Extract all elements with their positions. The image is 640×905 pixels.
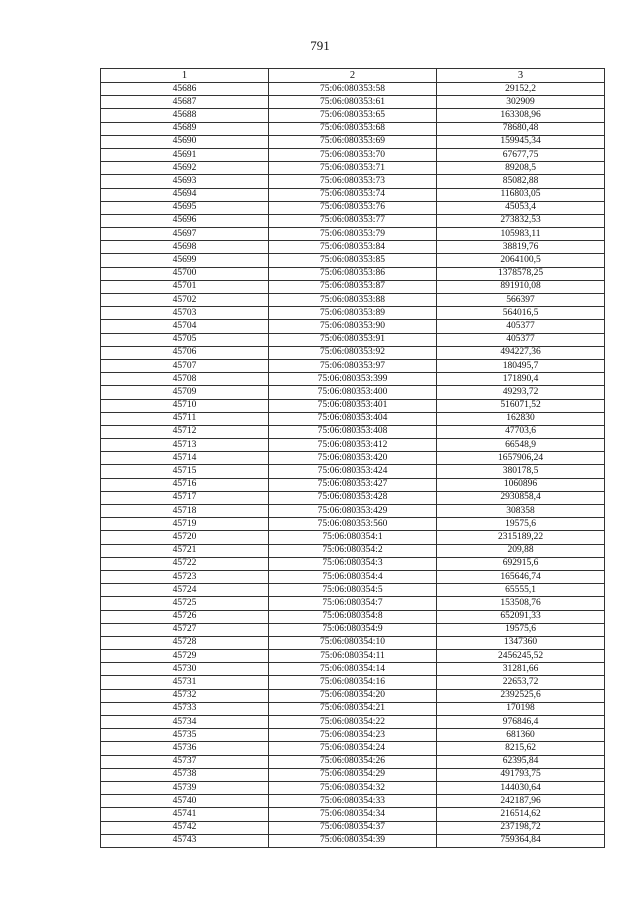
cadastral-number-cell: 75:06:080353:65 <box>269 109 437 122</box>
row-number-cell: 45698 <box>101 241 269 254</box>
value-cell: 38819,76 <box>437 241 605 254</box>
table-row <box>101 412 605 425</box>
value-cell: 66548,9 <box>437 439 605 452</box>
value-cell: 144030,64 <box>437 781 605 794</box>
cadastral-number-cell: 75:06:080353:399 <box>269 373 437 386</box>
table-row <box>101 188 605 201</box>
value-cell: 405377 <box>437 320 605 333</box>
table-row <box>101 307 605 320</box>
value-cell: 302909 <box>437 96 605 109</box>
row-number-cell: 45722 <box>101 557 269 570</box>
row-number-cell: 45725 <box>101 597 269 610</box>
row-number-cell: 45687 <box>101 96 269 109</box>
cadastral-number-cell: 75:06:080354:29 <box>269 768 437 781</box>
row-number-cell: 45729 <box>101 650 269 663</box>
row-number-cell: 45705 <box>101 333 269 346</box>
cadastral-number-cell: 75:06:080353:91 <box>269 333 437 346</box>
value-cell: 2315189,22 <box>437 531 605 544</box>
value-cell: 31281,66 <box>437 663 605 676</box>
row-number-cell: 45719 <box>101 518 269 531</box>
value-cell: 2064100,5 <box>437 254 605 267</box>
value-cell: 237198,72 <box>437 821 605 834</box>
table-row <box>101 346 605 359</box>
row-number-cell: 45715 <box>101 465 269 478</box>
cadastral-number-cell: 75:06:080354:9 <box>269 623 437 636</box>
value-cell: 494227,36 <box>437 346 605 359</box>
row-number-cell: 45737 <box>101 755 269 768</box>
table-row <box>101 148 605 161</box>
table-row <box>101 254 605 267</box>
table-row <box>101 491 605 504</box>
table-row <box>101 267 605 280</box>
value-cell: 65555,1 <box>437 584 605 597</box>
table-row <box>101 359 605 372</box>
page-number: 791 <box>310 38 330 53</box>
cadastral-number-cell: 75:06:080353:408 <box>269 425 437 438</box>
cadastral-number-cell: 75:06:080354:14 <box>269 663 437 676</box>
cadastral-number-cell: 75:06:080354:23 <box>269 729 437 742</box>
cadastral-number-cell: 75:06:080353:73 <box>269 175 437 188</box>
value-cell: 180495,7 <box>437 359 605 372</box>
table-row <box>101 505 605 518</box>
row-number-cell: 45703 <box>101 307 269 320</box>
table-row <box>101 755 605 768</box>
cadastral-number-cell: 75:06:080354:37 <box>269 821 437 834</box>
value-cell: 273832,53 <box>437 214 605 227</box>
cadastral-number-cell: 75:06:080353:428 <box>269 491 437 504</box>
cadastral-number-cell: 75:06:080353:71 <box>269 162 437 175</box>
value-cell: 491793,75 <box>437 768 605 781</box>
row-number-cell: 45721 <box>101 544 269 557</box>
cadastral-number-cell: 75:06:080354:20 <box>269 689 437 702</box>
cadastral-number-cell: 75:06:080353:85 <box>269 254 437 267</box>
cadastral-number-cell: 75:06:080353:89 <box>269 307 437 320</box>
cadastral-number-cell: 75:06:080354:11 <box>269 650 437 663</box>
cadastral-number-cell: 75:06:080354:34 <box>269 808 437 821</box>
value-cell: 67677,75 <box>437 148 605 161</box>
row-number-cell: 45742 <box>101 821 269 834</box>
table-row <box>101 241 605 254</box>
value-cell: 1657906,24 <box>437 452 605 465</box>
table-row <box>101 716 605 729</box>
column-header: 1 <box>101 69 269 83</box>
row-number-cell: 45717 <box>101 491 269 504</box>
table-row <box>101 465 605 478</box>
table-row <box>101 821 605 834</box>
table-row <box>101 834 605 847</box>
cadastral-number-cell: 75:06:080353:412 <box>269 439 437 452</box>
value-cell: 170198 <box>437 702 605 715</box>
row-number-cell: 45693 <box>101 175 269 188</box>
cadastral-number-cell: 75:06:080353:424 <box>269 465 437 478</box>
value-cell: 1060896 <box>437 478 605 491</box>
value-cell: 209,88 <box>437 544 605 557</box>
cadastral-number-cell: 75:06:080353:92 <box>269 346 437 359</box>
cadastral-number-cell: 75:06:080353:427 <box>269 478 437 491</box>
value-cell: 29152,2 <box>437 83 605 96</box>
table-row <box>101 742 605 755</box>
cadastral-number-cell: 75:06:080353:87 <box>269 280 437 293</box>
row-number-cell: 45688 <box>101 109 269 122</box>
cadastral-number-cell: 75:06:080353:74 <box>269 188 437 201</box>
cadastral-number-cell: 75:06:080354:10 <box>269 636 437 649</box>
value-cell: 45053,4 <box>437 201 605 214</box>
column-header: 2 <box>269 69 437 83</box>
row-number-cell: 45716 <box>101 478 269 491</box>
table-row <box>101 373 605 386</box>
row-number-cell: 45739 <box>101 781 269 794</box>
row-number-cell: 45694 <box>101 188 269 201</box>
row-number-cell: 45713 <box>101 439 269 452</box>
cadastral-number-cell: 75:06:080353:69 <box>269 135 437 148</box>
column-header: 3 <box>437 69 605 83</box>
value-cell: 19575,6 <box>437 623 605 636</box>
table-row <box>101 531 605 544</box>
cadastral-number-cell: 75:06:080353:84 <box>269 241 437 254</box>
cadastral-number-cell: 75:06:080353:76 <box>269 201 437 214</box>
cadastral-number-cell: 75:06:080353:404 <box>269 412 437 425</box>
table-row <box>101 214 605 227</box>
table-row <box>101 781 605 794</box>
table-row <box>101 280 605 293</box>
row-number-cell: 45706 <box>101 346 269 359</box>
value-cell: 216514,62 <box>437 808 605 821</box>
table-row <box>101 135 605 148</box>
value-cell: 47703,6 <box>437 425 605 438</box>
row-number-cell: 45738 <box>101 768 269 781</box>
cadastral-number-cell: 75:06:080353:560 <box>269 518 437 531</box>
table-row <box>101 96 605 109</box>
row-number-cell: 45731 <box>101 676 269 689</box>
table-row <box>101 544 605 557</box>
value-cell: 380178,5 <box>437 465 605 478</box>
row-number-cell: 45689 <box>101 122 269 135</box>
table-row <box>101 228 605 241</box>
table-row <box>101 333 605 346</box>
table-row <box>101 584 605 597</box>
value-cell: 62395,84 <box>437 755 605 768</box>
value-cell: 19575,6 <box>437 518 605 531</box>
cadastral-number-cell: 75:06:080353:58 <box>269 83 437 96</box>
cadastral-number-cell: 75:06:080354:2 <box>269 544 437 557</box>
table-row <box>101 702 605 715</box>
cadastral-number-cell: 75:06:080353:400 <box>269 386 437 399</box>
cadastral-number-cell: 75:06:080354:22 <box>269 716 437 729</box>
cadastral-number-cell: 75:06:080353:79 <box>269 228 437 241</box>
row-number-cell: 45695 <box>101 201 269 214</box>
value-cell: 105983,11 <box>437 228 605 241</box>
value-cell: 681360 <box>437 729 605 742</box>
table-row <box>101 768 605 781</box>
table-row <box>101 570 605 583</box>
table-row <box>101 320 605 333</box>
value-cell: 566397 <box>437 294 605 307</box>
row-number-cell: 45735 <box>101 729 269 742</box>
cadastral-number-cell: 75:06:080353:68 <box>269 122 437 135</box>
table-row <box>101 201 605 214</box>
row-number-cell: 45691 <box>101 148 269 161</box>
table-body <box>101 83 605 848</box>
value-cell: 89208,5 <box>437 162 605 175</box>
table-header-row <box>101 69 605 83</box>
value-cell: 2930858,4 <box>437 491 605 504</box>
value-cell: 564016,5 <box>437 307 605 320</box>
value-cell: 1378578,25 <box>437 267 605 280</box>
cadastral-number-cell: 75:06:080353:61 <box>269 96 437 109</box>
table-row <box>101 623 605 636</box>
cadastral-number-cell: 75:06:080353:401 <box>269 399 437 412</box>
value-cell: 2456245,52 <box>437 650 605 663</box>
cadastral-value-table <box>100 68 605 848</box>
value-cell: 49293,72 <box>437 386 605 399</box>
table-row <box>101 676 605 689</box>
table-row <box>101 610 605 623</box>
table-row <box>101 386 605 399</box>
row-number-cell: 45723 <box>101 570 269 583</box>
value-cell: 759364,84 <box>437 834 605 847</box>
row-number-cell: 45701 <box>101 280 269 293</box>
row-number-cell: 45727 <box>101 623 269 636</box>
cadastral-number-cell: 75:06:080354:32 <box>269 781 437 794</box>
row-number-cell: 45702 <box>101 294 269 307</box>
row-number-cell: 45724 <box>101 584 269 597</box>
cadastral-number-cell: 75:06:080353:429 <box>269 505 437 518</box>
table-row <box>101 518 605 531</box>
cadastral-number-cell: 75:06:080354:21 <box>269 702 437 715</box>
row-number-cell: 45704 <box>101 320 269 333</box>
row-number-cell: 45712 <box>101 425 269 438</box>
table-row <box>101 795 605 808</box>
cadastral-number-cell: 75:06:080353:90 <box>269 320 437 333</box>
table-row <box>101 729 605 742</box>
value-cell: 308358 <box>437 505 605 518</box>
row-number-cell: 45711 <box>101 412 269 425</box>
cadastral-number-cell: 75:06:080354:24 <box>269 742 437 755</box>
row-number-cell: 45708 <box>101 373 269 386</box>
cadastral-number-cell: 75:06:080353:70 <box>269 148 437 161</box>
row-number-cell: 45710 <box>101 399 269 412</box>
cadastral-number-cell: 75:06:080353:97 <box>269 359 437 372</box>
row-number-cell: 45734 <box>101 716 269 729</box>
value-cell: 1347360 <box>437 636 605 649</box>
row-number-cell: 45697 <box>101 228 269 241</box>
row-number-cell: 45709 <box>101 386 269 399</box>
value-cell: 8215,62 <box>437 742 605 755</box>
value-cell: 116803,05 <box>437 188 605 201</box>
table-row <box>101 478 605 491</box>
value-cell: 163308,96 <box>437 109 605 122</box>
row-number-cell: 45720 <box>101 531 269 544</box>
cadastral-number-cell: 75:06:080354:1 <box>269 531 437 544</box>
row-number-cell: 45686 <box>101 83 269 96</box>
cadastral-number-cell: 75:06:080354:3 <box>269 557 437 570</box>
value-cell: 405377 <box>437 333 605 346</box>
value-cell: 85082,88 <box>437 175 605 188</box>
table-row <box>101 83 605 96</box>
row-number-cell: 45728 <box>101 636 269 649</box>
cadastral-number-cell: 75:06:080354:33 <box>269 795 437 808</box>
value-cell: 516071,52 <box>437 399 605 412</box>
table-row <box>101 663 605 676</box>
row-number-cell: 45726 <box>101 610 269 623</box>
table-row <box>101 425 605 438</box>
value-cell: 153508,76 <box>437 597 605 610</box>
cadastral-number-cell: 75:06:080354:8 <box>269 610 437 623</box>
table-row <box>101 162 605 175</box>
row-number-cell: 45736 <box>101 742 269 755</box>
table-row <box>101 399 605 412</box>
value-cell: 162830 <box>437 412 605 425</box>
cadastral-number-cell: 75:06:080353:77 <box>269 214 437 227</box>
cadastral-number-cell: 75:06:080354:4 <box>269 570 437 583</box>
cadastral-number-cell: 75:06:080354:7 <box>269 597 437 610</box>
row-number-cell: 45714 <box>101 452 269 465</box>
table-row <box>101 452 605 465</box>
value-cell: 78680,48 <box>437 122 605 135</box>
value-cell: 159945,34 <box>437 135 605 148</box>
row-number-cell: 45690 <box>101 135 269 148</box>
cadastral-number-cell: 75:06:080353:86 <box>269 267 437 280</box>
table-row <box>101 294 605 307</box>
table-row <box>101 122 605 135</box>
table-row <box>101 689 605 702</box>
row-number-cell: 45692 <box>101 162 269 175</box>
value-cell: 22653,72 <box>437 676 605 689</box>
row-number-cell: 45696 <box>101 214 269 227</box>
value-cell: 171890,4 <box>437 373 605 386</box>
cadastral-number-cell: 75:06:080354:5 <box>269 584 437 597</box>
row-number-cell: 45741 <box>101 808 269 821</box>
table-row <box>101 439 605 452</box>
cadastral-number-cell: 75:06:080353:420 <box>269 452 437 465</box>
cadastral-number-cell: 75:06:080353:88 <box>269 294 437 307</box>
table-row <box>101 636 605 649</box>
row-number-cell: 45730 <box>101 663 269 676</box>
table-row <box>101 808 605 821</box>
row-number-cell: 45740 <box>101 795 269 808</box>
table-row <box>101 557 605 570</box>
row-number-cell: 45743 <box>101 834 269 847</box>
value-cell: 891910,08 <box>437 280 605 293</box>
cadastral-number-cell: 75:06:080354:39 <box>269 834 437 847</box>
row-number-cell: 45732 <box>101 689 269 702</box>
value-cell: 242187,96 <box>437 795 605 808</box>
table-row <box>101 175 605 188</box>
table-row <box>101 650 605 663</box>
row-number-cell: 45707 <box>101 359 269 372</box>
table-row <box>101 109 605 122</box>
row-number-cell: 45699 <box>101 254 269 267</box>
row-number-cell: 45718 <box>101 505 269 518</box>
value-cell: 692915,6 <box>437 557 605 570</box>
row-number-cell: 45733 <box>101 702 269 715</box>
table-row <box>101 597 605 610</box>
value-cell: 165646,74 <box>437 570 605 583</box>
value-cell: 976846,4 <box>437 716 605 729</box>
value-cell: 2392525,6 <box>437 689 605 702</box>
row-number-cell: 45700 <box>101 267 269 280</box>
cadastral-number-cell: 75:06:080354:16 <box>269 676 437 689</box>
value-cell: 652091,33 <box>437 610 605 623</box>
cadastral-number-cell: 75:06:080354:26 <box>269 755 437 768</box>
